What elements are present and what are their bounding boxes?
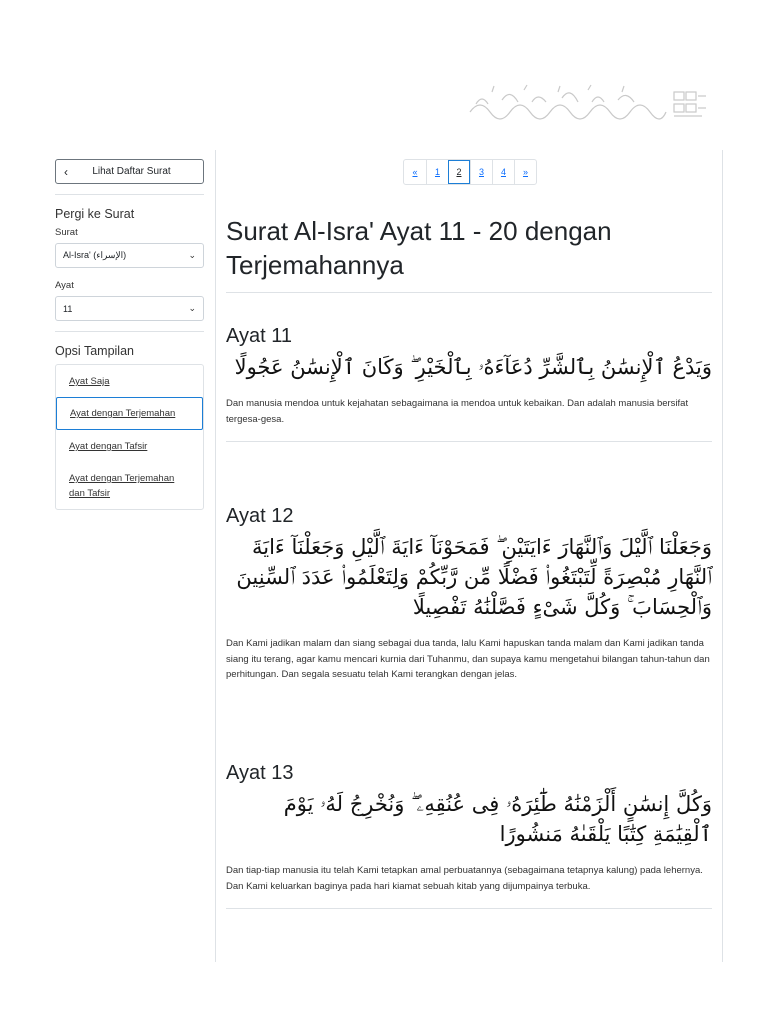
- pagination-prev[interactable]: «: [412, 167, 418, 177]
- back-to-surah-list-button[interactable]: [55, 159, 204, 184]
- ayat-select[interactable]: [55, 296, 204, 321]
- ayat-heading: Ayat 12: [226, 505, 294, 527]
- pagination-page-2[interactable]: 2: [448, 160, 470, 184]
- main-content: [226, 214, 712, 293]
- goto-section-title: Pergi ke Surat: [55, 207, 135, 221]
- option-ayat-tafsir[interactable]: Ayat dengan Tafsir: [69, 441, 148, 452]
- chevron-down-icon: ⌄: [188, 303, 196, 313]
- sidebar: [55, 159, 204, 510]
- ayat-block: [226, 761, 712, 909]
- option-ayat-terjemahan[interactable]: Ayat dengan Terjemahan: [56, 397, 203, 430]
- chevron-down-icon: ⌄: [188, 250, 196, 260]
- chevron-left-icon: ‹: [64, 164, 68, 179]
- page-title: Surat Al-Isra' Ayat 11 - 20 dengan Terjemahannya: [226, 216, 612, 280]
- divider: [226, 441, 712, 442]
- surat-label: Surat: [55, 227, 78, 238]
- option-ayat-saja[interactable]: Ayat Saja: [69, 376, 110, 387]
- display-options-list: [55, 364, 204, 510]
- ayat-block: [226, 504, 712, 683]
- pagination-page-4[interactable]: 4: [492, 160, 514, 184]
- pagination: [403, 159, 537, 185]
- ayat-label: Ayat: [55, 280, 74, 291]
- ayat-arabic-text: وَيَدْعُ ٱلْإِنسَٰنُ بِٱلشَّرِّ دُعَآءَهُۥ بِٱلْخَيْرِ ۖ وَكَانَ ٱلْإِنسَٰنُ عَجُولًا: [234, 355, 712, 379]
- divider: [55, 331, 204, 332]
- display-options-title: Opsi Tampilan: [55, 344, 134, 358]
- divider: [226, 292, 712, 293]
- ayat-translation: Dan manusia mendoa untuk kejahatan sebagaimana ia mendoa untuk kebaikan. Dan adalah manusia bersifat tergesa-gesa.: [226, 398, 689, 425]
- ayat-select-value: 11: [63, 303, 73, 314]
- divider: [55, 194, 204, 195]
- pagination-page-1[interactable]: 1: [426, 160, 448, 184]
- divider: [226, 908, 712, 909]
- pagination-next[interactable]: »: [514, 160, 536, 184]
- ayat-arabic-text: وَكُلَّ إِنسَٰنٍ أَلْزَمْنَٰهُ طَٰٓئِرَهُۥ فِى عُنُقِهِۦ ۖ وَنُخْرِجُ لَهُۥ يَوْمَ ٱلْقِيَٰمَةِ كِتَٰبًا يَلْقَىٰهُ مَنشُورًا: [283, 792, 712, 846]
- content-border-right: [722, 150, 723, 962]
- surat-select-value: Al-Isra' (الإسراء): [63, 250, 127, 260]
- option-ayat-terjemahan-tafsir[interactable]: Ayat dengan Terjemahan dan Tafsir: [69, 473, 175, 499]
- ayat-translation: Dan Kami jadikan malam dan siang sebagai dua tanda, lalu Kami hapuskan tanda malam dan Kami jadikan tanda siang itu terang, agar kamu mencari kurnia dari Tuhanmu, dan supaya kamu mengetahui bilangan tahun-tahun dan perhitungan. Dan segala sesuatu telah Kami terangkan dengan jelas.: [226, 638, 710, 680]
- surat-select[interactable]: [55, 243, 204, 268]
- ayat-arabic-text: وَجَعَلْنَا ٱلَّيْلَ وَٱلنَّهَارَ ءَايَتَيْنِ ۖ فَمَحَوْنَآ ءَايَةَ ٱلَّيْلِ وَجَعَلْنَآ ءَايَةَ ٱلنَّهَارِ مُبْصِرَةً لِّتَبْتَغُوا۟ فَضْلًا مِّن رَّبِّكُمْ وَلِتَعْلَمُوا۟ عَدَدَ ٱلسِّنِينَ وَٱلْحِسَابَ ۚ وَكُلَّ شَىْءٍ فَصَّلْنَٰهُ تَفْصِيلًا: [236, 535, 712, 619]
- content-border-left: [215, 150, 216, 962]
- ayat-translation: Dan tiap-tiap manusia itu telah Kami tetapkan amal perbuatannya (sebagaimana tetapnya kalung) pada lehernya. Dan Kami keluarkan baginya pada hari kiamat sebuah kitab yang dijumpainya terbuka.: [226, 865, 703, 892]
- back-button-label: Lihat Daftar Surat: [92, 166, 171, 177]
- pagination-page-3[interactable]: 3: [470, 160, 492, 184]
- ayat-block: [226, 324, 712, 442]
- calligraphy-banner: [462, 82, 712, 128]
- ayat-heading: Ayat 13: [226, 762, 294, 784]
- calligraphy-banner-art: [462, 82, 712, 128]
- ayat-heading: Ayat 11: [226, 325, 292, 347]
